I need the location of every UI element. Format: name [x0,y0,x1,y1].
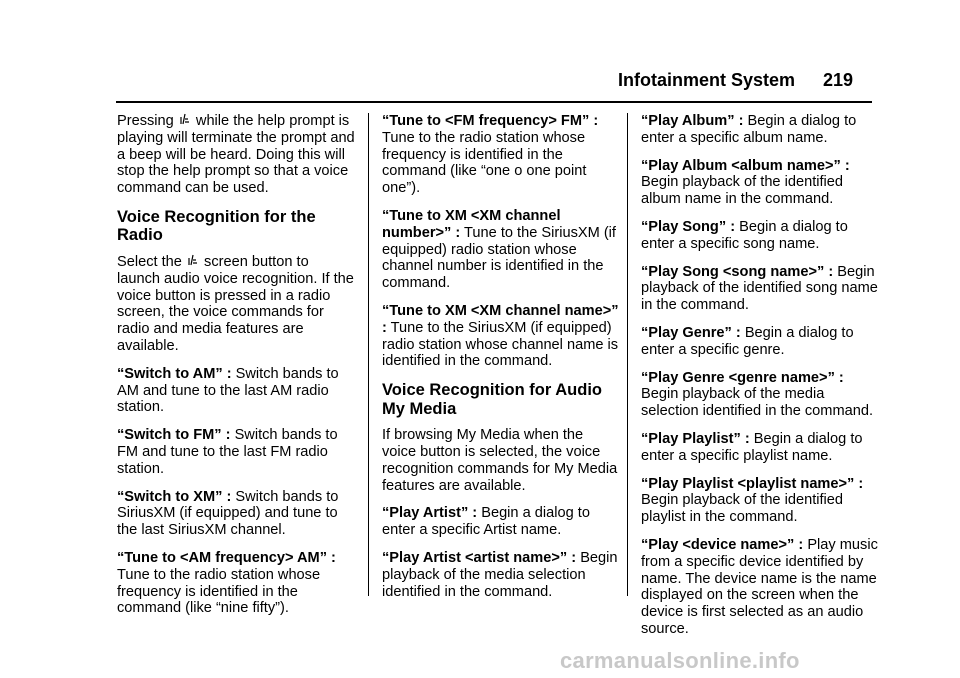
command-description: Switch bands to SiriusXM (if equipped) and tune to the last SiriusXM channel. [117,488,339,539]
command-entry [641,264,879,314]
command-description: Begin playback of the identified album name in the command. [641,174,844,208]
paragraph [117,254,355,355]
command-description: Play music from a specific device identified by name. The device name is the name displayed on the screen when the device is first selected as an audio source. [641,536,878,637]
command-description: Begin a dialog to enter a specific playlist name. [641,430,863,464]
command-term: “Switch to AM” : [117,365,232,382]
command-term: “Play <device name>” : [641,536,804,553]
command-entry [117,550,355,617]
command-term: “Switch to XM” : [117,488,232,505]
column-divider [368,113,369,596]
command-term: “Tune to <AM frequency> AM” : [117,549,336,566]
command-description: Begin a dialog to enter a specific song name. [641,218,848,252]
text: screen button to launch audio voice recognition. If the voice button is pressed in a radio screen, the voice commands for radio and media features are available. [117,253,354,354]
page-number: 219 [823,70,854,90]
text: while the help prompt is playing will terminate the prompt and a beep will be heard. Doing this will stop the help prompt so that a voice command can be used. [117,113,355,197]
command-entry [382,113,620,197]
paragraph: If browsing My Media when the voice button is selected, the voice recognition commands for My Media features are available. [382,427,618,494]
command-entry [641,158,879,208]
voice-icon [179,113,190,126]
command-entry [641,370,879,420]
command-term: “Play Playlist” : [641,430,750,447]
command-entry [382,505,620,539]
command-term: “Play Artist <artist name>” : [382,549,577,566]
command-entry [641,325,879,359]
voice-icon [187,254,198,267]
text: Pressing [117,113,174,129]
command-entry [641,431,879,465]
command-description: Tune to the radio station whose frequency is identified in the command (like “one o one point one”). [382,129,587,197]
section-heading: Voice Recognition for the Radio [117,207,316,245]
command-description: Tune to the SiriusXM (if equipped) radio station whose channel number is identified in the command. [382,224,616,292]
command-term: “Tune to XM <XM channel name>” : [382,302,619,336]
command-term: “Play Genre” : [641,324,741,341]
command-term: “Play Album” : [641,113,744,129]
column-1 [117,113,355,628]
command-description: Begin a dialog to enter a specific Artist name. [382,505,590,539]
column-3 [641,113,879,649]
column-divider [627,113,628,596]
command-entry [641,476,879,526]
command-term: “Switch to FM” : [117,427,231,444]
command-description: Begin playback of the media selection identified in the command. [641,386,874,420]
command-entry [382,303,620,370]
command-entry [641,537,879,638]
command-term: “Tune to <FM frequency> FM” : [382,113,599,129]
command-term: “Tune to XM <XM channel number>” : [382,207,561,241]
command-term: “Play Song <song name>” : [641,263,834,280]
command-description: Switch bands to AM and tune to the last AM radio station. [117,365,339,416]
command-term: “Play Genre <genre name>” : [641,369,844,386]
command-entry [382,550,620,600]
command-term: “Play Song” : [641,218,736,235]
watermark: carmanualsonline.info [560,648,800,673]
command-entry [382,208,620,292]
command-description: Switch bands to FM and tune to the last FM radio station. [117,427,338,477]
command-description: Begin a dialog to enter a specific album name. [641,113,857,146]
command-description: Begin playback of the identified playlist in the command. [641,492,844,526]
command-description: Tune to the SiriusXM (if equipped) radio station whose channel name is identified in the command. [382,319,619,370]
command-term: “Play Album <album name>” : [641,157,850,174]
column-2 [382,113,620,611]
section-heading: Voice Recognition for Audio My Media [382,381,602,418]
command-entry [117,366,355,416]
command-entry [117,427,355,477]
command-description: Begin a dialog to enter a specific genre. [641,324,854,358]
command-term: “Play Artist” : [382,505,478,522]
command-description: Begin playback of the media selection identified in the command. [382,549,618,600]
text: Select the [117,253,182,270]
header-rule [116,101,872,103]
command-entry [641,113,879,147]
command-entry [117,489,355,539]
command-description: Begin playback of the identified song name in the command. [641,263,878,314]
command-term: “Play Playlist <playlist name>” : [641,475,864,492]
paragraph [117,113,355,197]
command-entry [641,219,879,253]
command-description: Tune to the radio station whose frequency is identified in the command (like “nine fifty”). [117,566,321,617]
section-title: Infotainment System [618,70,796,90]
